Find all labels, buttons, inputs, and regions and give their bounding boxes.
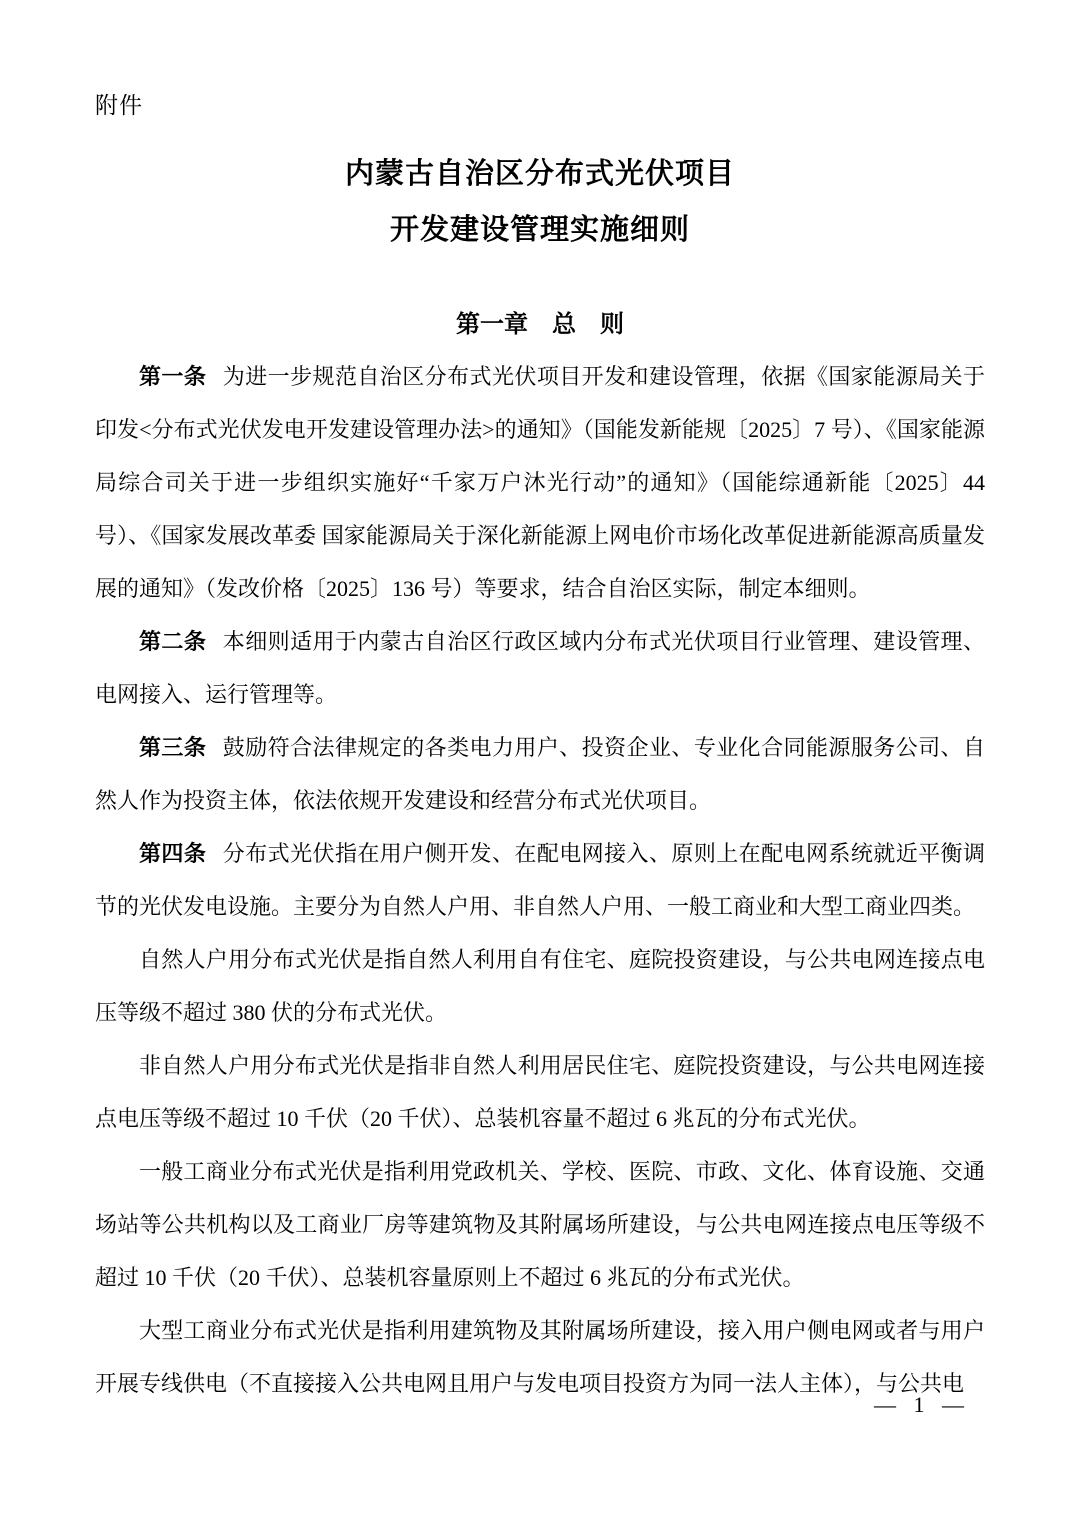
- paragraph-text: 大型工商业分布式光伏是指利用建筑物及其附属场所建设，接入用户侧电网或者与用户开展专线供电（不直接接入公共电网且用户与发电项目投资方为同一法人主体），与公共电: [95, 1318, 985, 1396]
- paragraph-text: 为进一步规范自治区分布式光伏项目开发和建设管理，依据《国家能源局关于印发<分布式光伏发电开发建设管理办法>的通知》（国能发新能规〔2025〕7 号）、《国家能源局综合司关于进一步组织实施好“千家万户沐光行动”的通知》（国能综通新能〔2025〕44 号）、《国家发展改革委 国家能源局关于深化新能源上网电价市场化改革促进新能源高质量发展的通知》（发改价格〔2025〕136 号）等要求，结合自治区实际，制定本细则。: [95, 364, 985, 601]
- paragraph-text: 本细则适用于内蒙古自治区行政区域内分布式光伏项目行业管理、建设管理、电网接入、运行管理等。: [95, 629, 985, 707]
- document-title: [95, 146, 985, 258]
- paragraph-non-natural-person-household: [95, 1039, 985, 1145]
- article-number: 第二条: [139, 629, 207, 654]
- paragraph-general-commercial: [95, 1145, 985, 1304]
- document-body: [95, 350, 985, 1410]
- document-title-line-1: 内蒙古自治区分布式光伏项目: [344, 158, 735, 190]
- page-number: — 1 —: [874, 1392, 970, 1417]
- paragraph-article-2: [95, 615, 985, 721]
- article-number: 第三条: [139, 735, 207, 760]
- paragraph-natural-person-household: [95, 933, 985, 1039]
- paragraph-large-commercial: [95, 1304, 985, 1410]
- attachment-label: 附件: [95, 93, 143, 118]
- document-title-line-2: 开发建设管理实施细则: [389, 214, 690, 246]
- paragraph-article-4: [95, 827, 985, 933]
- paragraph-text: 自然人户用分布式光伏是指自然人利用自有住宅、庭院投资建设，与公共电网连接点电压等级不超过 380 伏的分布式光伏。: [95, 947, 985, 1025]
- paragraph-text: 分布式光伏指在用户侧开发、在配电网接入、原则上在配电网系统就近平衡调节的光伏发电设施。主要分为自然人户用、非自然人户用、一般工商业和大型工商业四类。: [95, 841, 985, 919]
- paragraph-text: 非自然人户用分布式光伏是指非自然人利用居民住宅、庭院投资建设，与公共电网连接点电压等级不超过 10 千伏（20 千伏）、总装机容量不超过 6 兆瓦的分布式光伏。: [95, 1053, 985, 1131]
- paragraph-article-3: [95, 721, 985, 827]
- paragraph-text: 一般工商业分布式光伏是指利用党政机关、学校、医院、市政、文化、体育设施、交通场站等公共机构以及工商业厂房等建筑物及其附属场所建设，与公共电网连接点电压等级不超过 10 千伏（20 千伏）、总装机容量原则上不超过 6 兆瓦的分布式光伏。: [95, 1159, 985, 1290]
- paragraph-text: 鼓励符合法律规定的各类电力用户、投资企业、专业化合同能源服务公司、自然人作为投资主体，依法依规开发建设和经营分布式光伏项目。: [95, 735, 985, 813]
- article-number: 第四条: [139, 841, 207, 866]
- chapter-heading: 第一章 总 则: [456, 312, 624, 338]
- paragraph-article-1: [95, 350, 985, 615]
- article-number: 第一条: [139, 364, 207, 389]
